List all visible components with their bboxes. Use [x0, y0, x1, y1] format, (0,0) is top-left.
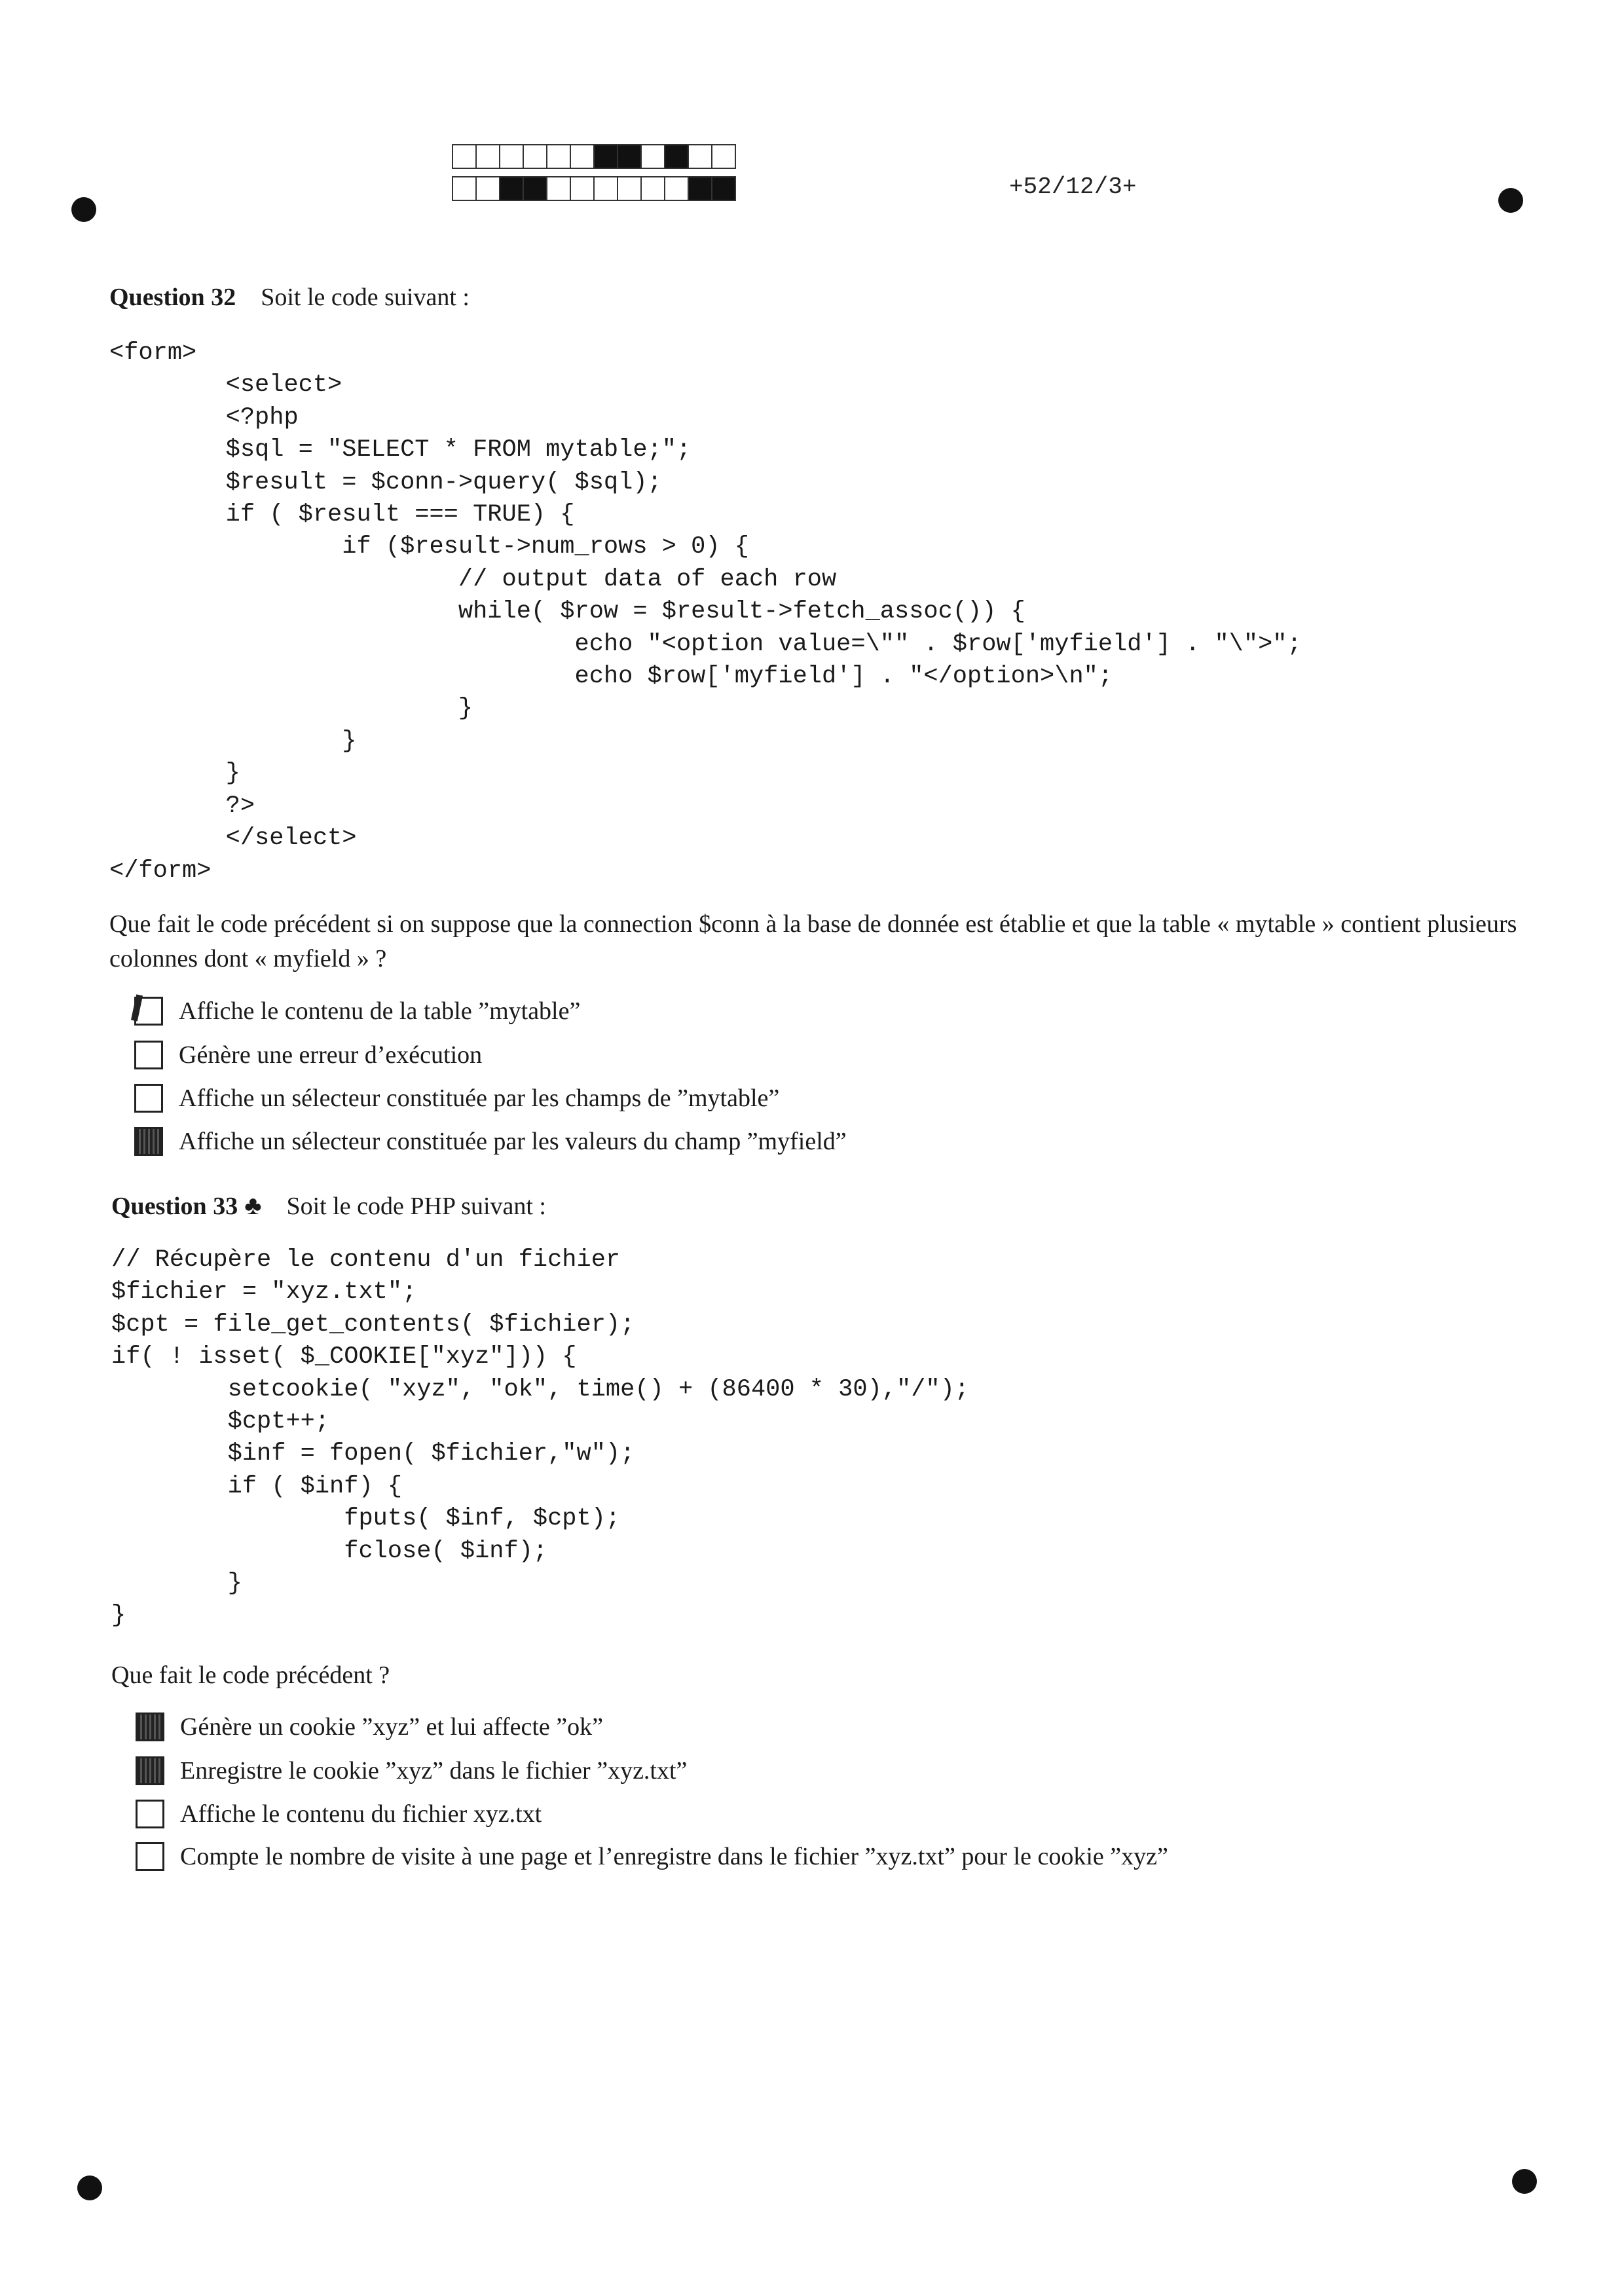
answer-option[interactable] — [134, 1041, 482, 1069]
id-grid-cell — [475, 176, 500, 201]
answer-label: Compte le nombre de visite à une page et l’enregistre dans le fichier ”xyz.txt” pour le cookie ”xyz” — [180, 1843, 1168, 1870]
id-grid-cell — [546, 176, 571, 201]
id-grid-cell — [523, 144, 547, 169]
answer-option[interactable] — [134, 1084, 779, 1113]
answer-option[interactable] — [134, 997, 580, 1026]
id-grid-cell — [664, 176, 689, 201]
question-33-heading — [111, 1190, 546, 1221]
answer-label: Affiche le contenu de la table ”mytable” — [179, 997, 581, 1025]
answer-checkbox[interactable] — [136, 1756, 164, 1785]
id-grid-cell — [499, 176, 524, 201]
answer-checkbox[interactable] — [136, 1713, 164, 1741]
question-32-code-block: <form> <select> <?php $sql = "SELECT * FROM mytable;"; $result = $conn->query( $sql); if ( $result === TRUE) { if ($result->num_rows > 0) { // output data of each row while( $row = $result->fetch_assoc()) { echo "<option value=\"" . $row['myfield'] . "\">"; echo $row['myfield'] . "</option>\n"; } } } ?> </select> </form> — [109, 339, 1302, 885]
question-number: Question 33 — [111, 1193, 238, 1220]
id-grid-cell — [664, 144, 689, 169]
question-intro: Soit le code suivant : — [261, 284, 470, 311]
answer-label: Affiche un sélecteur constituée par les champs de ”mytable” — [179, 1084, 780, 1112]
answer-checkbox[interactable] — [134, 1041, 163, 1069]
student-id-grid-row-2 — [452, 176, 735, 201]
answer-option[interactable] — [134, 1127, 847, 1156]
student-id-grid-row-1 — [452, 144, 735, 169]
registration-mark-bottom-left — [77, 2176, 102, 2200]
club-icon: ♣ — [244, 1191, 262, 1220]
answer-option[interactable] — [136, 1713, 603, 1741]
id-grid-cell — [688, 144, 712, 169]
answer-label: Enregistre le cookie ”xyz” dans le fichier ”xyz.txt” — [180, 1757, 688, 1785]
answer-checkbox[interactable] — [136, 1800, 164, 1828]
page-code: +52/12/3+ — [1009, 174, 1137, 200]
question-number: Question 32 — [109, 284, 236, 311]
answer-checkbox[interactable] — [134, 997, 163, 1026]
answer-option[interactable] — [136, 1756, 687, 1785]
answer-label: Affiche le contenu du fichier xyz.txt — [180, 1800, 542, 1828]
id-grid-cell — [475, 144, 500, 169]
id-grid-cell — [711, 176, 736, 201]
question-32-prompt: Que fait le code précédent si on suppose que la connection $conn à la base de donnée est établie et que la table « mytable » contient plusieurs colonnes dont « myfield » ? — [109, 910, 1517, 972]
id-grid-cell — [711, 144, 736, 169]
answer-label: Génère un cookie ”xyz” et lui affecte ”ok” — [180, 1713, 603, 1741]
registration-mark-bottom-right — [1512, 2169, 1537, 2194]
id-grid-cell — [523, 176, 547, 201]
registration-mark-top-left — [71, 197, 96, 222]
id-grid-cell — [617, 144, 642, 169]
answer-label: Génère une erreur d’exécution — [179, 1041, 483, 1069]
id-grid-cell — [452, 144, 477, 169]
answer-checkbox[interactable] — [134, 1127, 163, 1156]
question-33-code-block: // Récupère le contenu d'un fichier $fichier = "xyz.txt"; $cpt = file_get_contents( $fichier); if( ! isset( $_COOKIE["xyz"])) { setcookie( "xyz", "ok", time() + (86400 * 30),"/"); $cpt++; $inf = fopen( $fichier,"w"); if ( $inf) { fputs( $inf, $cpt); fclose( $inf); } } — [111, 1246, 970, 1630]
id-grid-cell — [570, 144, 595, 169]
id-grid-cell — [593, 144, 618, 169]
question-32-heading — [109, 283, 470, 312]
answer-checkbox[interactable] — [134, 1084, 163, 1113]
registration-mark-top-right — [1498, 188, 1523, 213]
answer-label: Affiche un sélecteur constituée par les valeurs du champ ”myfield” — [179, 1128, 847, 1155]
answer-option[interactable] — [136, 1842, 1168, 1871]
id-grid-cell — [499, 144, 524, 169]
id-grid-cell — [688, 176, 712, 201]
id-grid-cell — [617, 176, 642, 201]
answer-option[interactable] — [136, 1800, 542, 1828]
id-grid-cell — [570, 176, 595, 201]
id-grid-cell — [640, 176, 665, 201]
question-intro: Soit le code PHP suivant : — [286, 1193, 546, 1220]
question-33-prompt: Que fait le code précédent ? — [111, 1661, 390, 1689]
answer-checkbox[interactable] — [136, 1842, 164, 1871]
id-grid-cell — [452, 176, 477, 201]
id-grid-cell — [593, 176, 618, 201]
id-grid-cell — [546, 144, 571, 169]
id-grid-cell — [640, 144, 665, 169]
